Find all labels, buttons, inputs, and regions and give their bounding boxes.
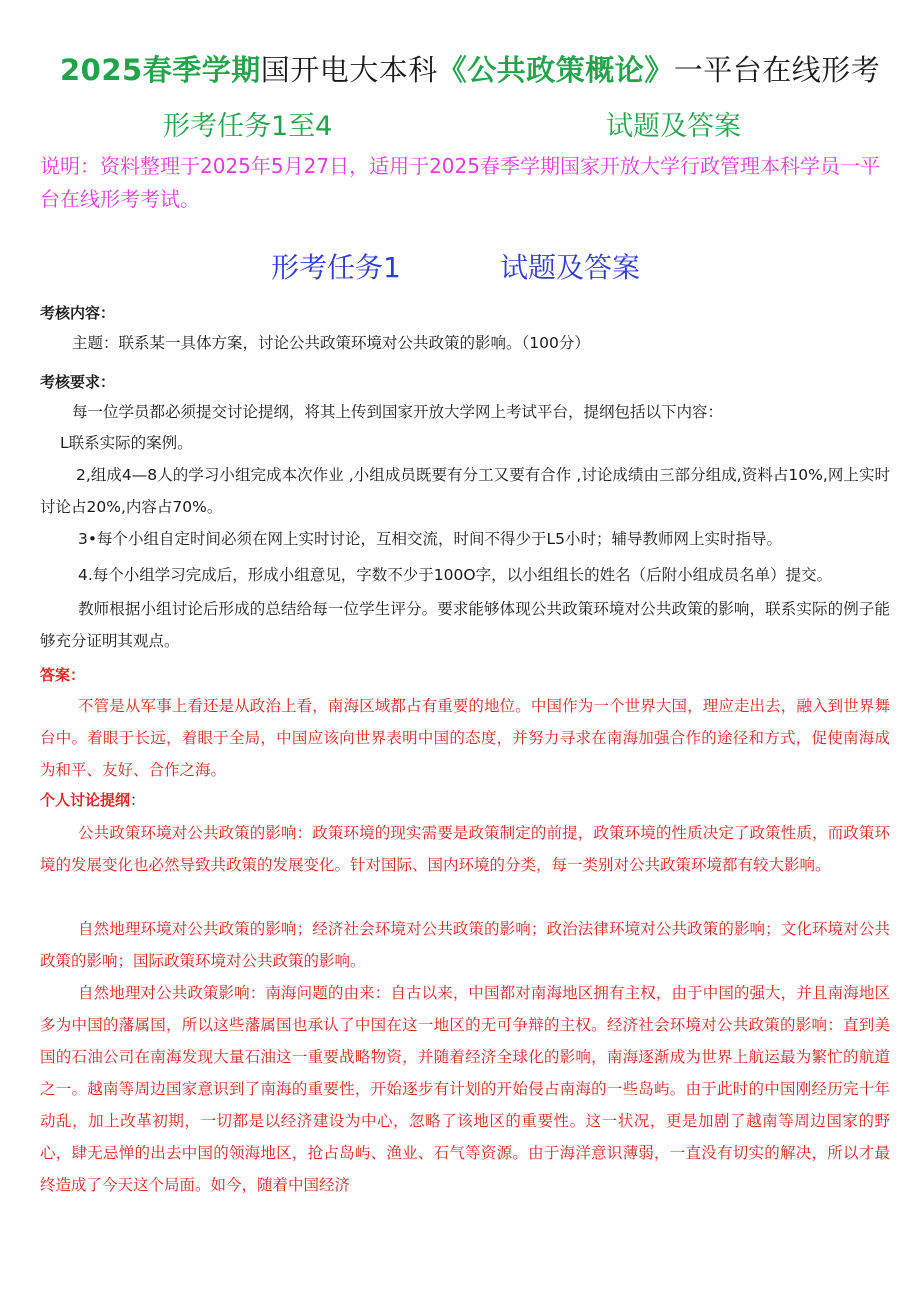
- requirement-intro: 每一位学员都必须提交讨论提纲，将其上传到国家开放大学网上考试平台，提纲包括以下内容：: [72, 403, 724, 421]
- requirement-item-4: 4.每个小组学习完成后，形成小组意见，字数不少于100O字，以小组组长的姓名（后附小组成员名单）提交。: [78, 566, 833, 584]
- requirement-item-2: 2,组成4—8人的学习小组完成本次作业 ,小组成员既要有分工又要有合作 ,讨论成绩由三部分组成,资料占10%,网上实时讨论占20%,内容占70%。: [40, 466, 890, 516]
- topic-paragraph: 主题：联系某一具体方案，讨论公共政策环境对公共政策的影响。（100分）: [72, 334, 590, 352]
- document-title: [60, 48, 880, 89]
- requirement-item-3: 3•每个小组自定时间必须在网上实时讨论，互相交流，时间不得少于L5小时；辅导教师网上实时指导。: [78, 530, 783, 548]
- heading-assessment-content: 考核内容：: [40, 304, 116, 322]
- title-platform: 一平台在线形考: [673, 53, 881, 87]
- section-title-task1: 形考任务1: [271, 251, 401, 284]
- subtitle-answers: 试题及答案: [606, 111, 741, 142]
- outline-paragraph-2: 自然地理环境对公共政策的影响；经济社会环境对公共政策的影响；政治法律环境对公共政策的影响；文化环境对公共政策的影响；国际政策环境对公共政策的影响。: [40, 920, 890, 970]
- subtitle-tasks: 形考任务1至4: [163, 111, 333, 142]
- heading-assessment-requirements: 考核要求：: [40, 373, 116, 391]
- outline-heading-text: 个人讨论提纲: [40, 791, 131, 809]
- title-term: 2025春季学期: [60, 53, 261, 87]
- outline-heading-colon: ：: [130, 791, 146, 809]
- answer-paragraph: 不管是从军事上看还是从政治上看，南海区域都占有重要的地位。中国作为一个世界大国，理应走出去，融入到世界舞台中。着眼于长远，着眼于全局，中国应该向世界表明中国的态度，并努力寻求在南海加强合作的途径和方式，促使南海成为和平、友好、合作之海。: [40, 697, 890, 779]
- title-course: 《公共政策概论》: [437, 53, 674, 87]
- explanation-note: 说明：资料整理于2025年5月27日，适用于2025春季学期国家开放大学行政管理本科学员一平台在线形考考试。: [40, 154, 880, 211]
- title-school: 国开电大本科: [260, 53, 438, 87]
- requirement-item-1: L联系实际的案例。: [60, 434, 193, 452]
- heading-answer: 答案：: [40, 666, 86, 684]
- section-title-answers: 试题及答案: [500, 251, 641, 284]
- heading-discussion-outline: [40, 789, 145, 810]
- outline-paragraph-1: 公共政策环境对公共政策的影响：政策环境的现实需要是政策制定的前提，政策环境的性质决定了政策性质，而政策环境的发展变化也必然导致共政策的发展变化。针对国际、国内环境的分类，每一类别对公共政策环境都有较大影响。: [40, 824, 890, 874]
- outline-paragraph-3: 自然地理对公共政策影响：南海问题的由来：自古以来，中国都对南海地区拥有主权，由于中国的强大，并且南海地区多为中国的藩属国，所以这些藩属国也承认了中国在这一地区的无可争辩的主权。经济社会环境对公共政策的影响：直到美国的石油公司在南海发现大量石油这一重要战略物资，并随着经济全球化的影响，南海逐渐成为世界上航运最为繁忙的航道之一。越南等周边国家意识到了南海的重要性，开始逐步有计划的开始侵占南海的一些岛屿。由于此时的中国刚经历完十年动乱，加上改革初期，一切都是以经济建设为中心，忽略了该地区的重要性。这一状况，更是加剧了越南等周边国家的野心，肆无忌惮的出去中国的领海地区，抢占岛屿、渔业、石气等资源。由于海洋意识薄弱，一直没有切实的解决，所以才最终造成了今天这个局面。如今，随着中国经济: [40, 984, 890, 1194]
- requirement-grading: 教师根据小组讨论后形成的总结给每一位学生评分。要求能够体现公共政策环境对公共政策的影响，联系实际的例子能够充分证明其观点。: [40, 600, 890, 650]
